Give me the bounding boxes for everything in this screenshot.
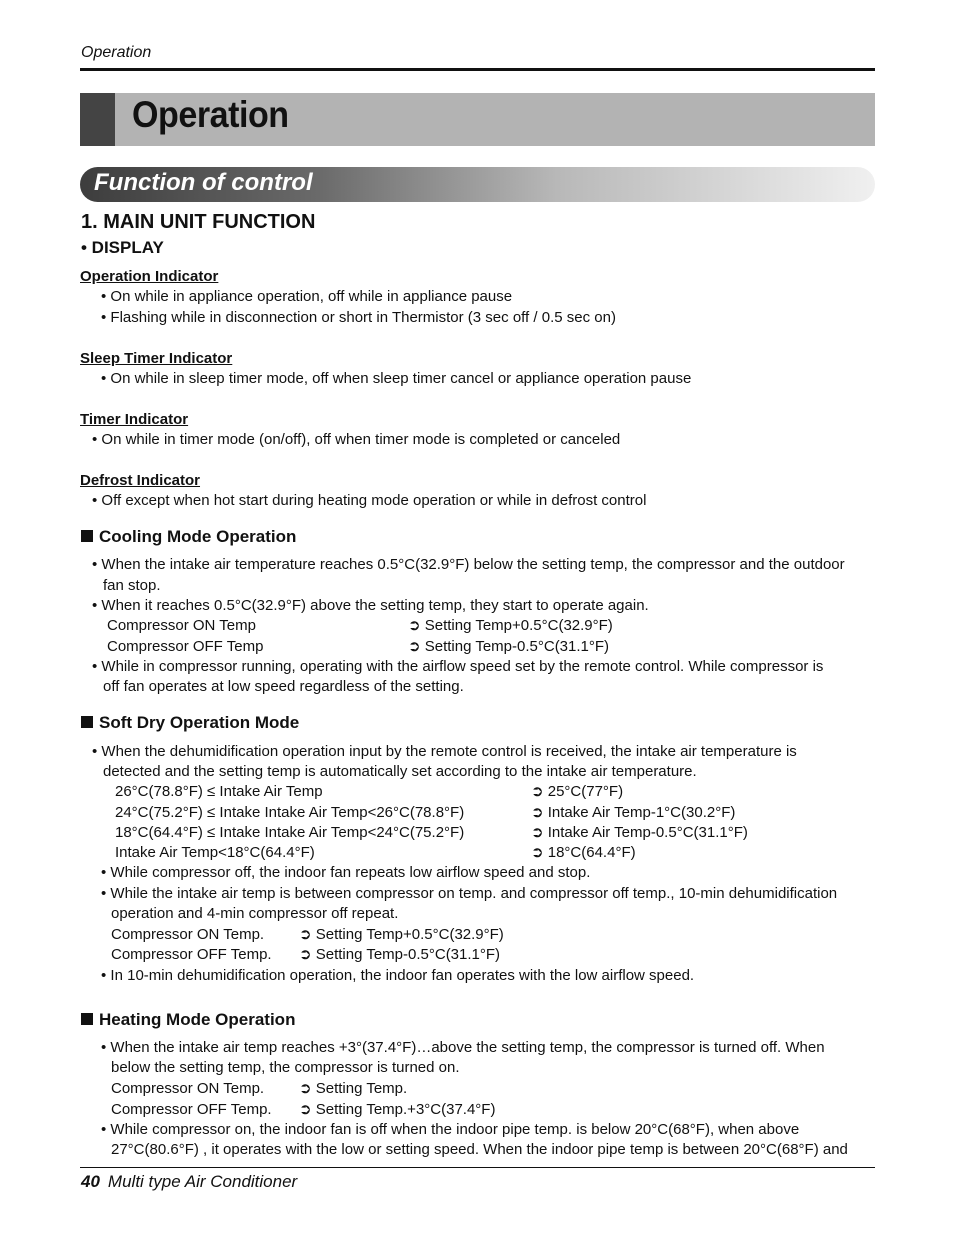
display-heading: • DISPLAY bbox=[81, 238, 164, 257]
softdry-bullet-3: • While the intake air temp is between compressor on temp. and compressor off temp., 10-min dehumidification bbox=[101, 885, 838, 902]
footer-doc-title: Multi type Air Conditioner bbox=[107, 1172, 298, 1191]
defrost-indicator-title: Defrost Indicator bbox=[80, 472, 201, 489]
cooling-row-label: Compressor ON Temp bbox=[107, 617, 256, 634]
sleep-timer-indicator-title: Sleep Timer Indicator bbox=[80, 350, 233, 367]
softdry-row-value: ➲ 25°C(77°F) bbox=[531, 783, 624, 800]
softdry-row-label: Intake Air Temp<18°C(64.4°F) bbox=[115, 844, 315, 861]
timer-indicator-title: Timer Indicator bbox=[80, 411, 189, 428]
title-bar-block bbox=[80, 93, 115, 146]
softdry-row2-label: Compressor ON Temp. bbox=[111, 926, 265, 943]
cooling-bullet-2: • When it reaches 0.5°C(32.9°F) above the setting temp, they start to operate again. bbox=[92, 597, 649, 614]
operation-indicator-bullet: • On while in appliance operation, off while in appliance pause bbox=[101, 288, 513, 305]
cooling-heading bbox=[81, 527, 296, 547]
heating-row-value: ➲ Setting Temp.+3°C(37.4°F) bbox=[299, 1101, 496, 1118]
heating-heading-text: Heating Mode Operation bbox=[99, 1010, 296, 1029]
heating-bullet-1-cont: below the setting temp, the compressor is turned on. bbox=[111, 1059, 460, 1076]
header-rule bbox=[80, 68, 875, 71]
softdry-bullet-3-cont: operation and 4-min compressor off repeat. bbox=[111, 905, 399, 922]
softdry-row2-label: Compressor OFF Temp. bbox=[111, 946, 272, 963]
heating-row-label: Compressor ON Temp. bbox=[111, 1080, 265, 1097]
main-heading: 1. MAIN UNIT FUNCTION bbox=[81, 211, 316, 233]
heating-row-value: ➲ Setting Temp. bbox=[299, 1080, 408, 1097]
page-title: Operation bbox=[132, 94, 289, 135]
cooling-bullet-3: • While in compressor running, operating with the airflow speed set by the remote control. While compressor is bbox=[92, 658, 824, 675]
softdry-row-value: ➲ Intake Air Temp-1°C(30.2°F) bbox=[531, 804, 736, 821]
heating-heading bbox=[81, 1010, 295, 1030]
softdry-bullet-4: • In 10-min dehumidification operation, the indoor fan operates with the low airflow speed. bbox=[101, 967, 695, 984]
operation-indicator-title: Operation Indicator bbox=[80, 268, 219, 285]
timer-indicator-bullet: • On while in timer mode (on/off), off when timer mode is completed or canceled bbox=[92, 431, 621, 448]
footer-rule bbox=[80, 1167, 875, 1168]
softdry-row-value: ➲ Intake Air Temp-0.5°C(31.1°F) bbox=[531, 824, 748, 841]
softdry-row-label: 18°C(64.4°F) ≤ Intake Intake Air Temp<24°C(75.2°F) bbox=[115, 824, 465, 841]
cooling-heading-text: Cooling Mode Operation bbox=[99, 527, 297, 546]
square-bullet-icon bbox=[81, 1013, 93, 1025]
square-bullet-icon bbox=[81, 530, 93, 542]
heating-bullet-1: • When the intake air temp reaches +3°(37.4°F)…above the setting temp, the compressor is turned off. When bbox=[101, 1039, 825, 1056]
softdry-row-label: 26°C(78.8°F) ≤ Intake Air Temp bbox=[115, 783, 323, 800]
softdry-row2-value: ➲ Setting Temp-0.5°C(31.1°F) bbox=[299, 946, 501, 963]
softdry-heading-text: Soft Dry Operation Mode bbox=[99, 713, 300, 732]
heating-bullet-2: • While compressor on, the indoor fan is off when the indoor pipe temp. is below 20°C(68°F), when above bbox=[101, 1121, 800, 1138]
softdry-row-label: 24°C(75.2°F) ≤ Intake Intake Air Temp<26°C(78.8°F) bbox=[115, 804, 465, 821]
operation-indicator-bullet: • Flashing while in disconnection or short in Thermistor (3 sec off / 0.5 sec on) bbox=[101, 309, 616, 326]
softdry-heading bbox=[81, 713, 299, 733]
softdry-bullet-1: • When the dehumidification operation input by the remote control is received, the intake air temperature is bbox=[92, 743, 797, 760]
page-number: 40 bbox=[81, 1172, 100, 1191]
square-bullet-icon bbox=[81, 716, 93, 728]
sleep-timer-indicator-bullet: • On while in sleep timer mode, off when sleep timer cancel or appliance operation pause bbox=[101, 370, 692, 387]
heating-bullet-2-cont: 27°C(80.6°F) , it operates with the low or setting speed. When the indoor pipe temp is between 20°C(68°F) and bbox=[111, 1141, 848, 1158]
page-footer bbox=[81, 1172, 297, 1192]
section-banner-title: Function of control bbox=[94, 169, 313, 196]
softdry-bullet-2: • While compressor off, the indoor fan repeats low airflow speed and stop. bbox=[101, 864, 591, 881]
cooling-row-value: ➲ Setting Temp-0.5°C(31.1°F) bbox=[408, 638, 610, 655]
cooling-row-label: Compressor OFF Temp bbox=[107, 638, 264, 655]
softdry-bullet-1-cont: detected and the setting temp is automatically set according to the intake air temperature. bbox=[103, 763, 697, 780]
heating-row-label: Compressor OFF Temp. bbox=[111, 1101, 272, 1118]
cooling-bullet-1-cont: fan stop. bbox=[103, 577, 161, 594]
softdry-row2-value: ➲ Setting Temp+0.5°C(32.9°F) bbox=[299, 926, 504, 943]
cooling-bullet-3-cont: off fan operates at low speed regardless of the setting. bbox=[103, 678, 464, 695]
cooling-bullet-1: • When the intake air temperature reaches 0.5°C(32.9°F) below the setting temp, the compressor and the outdoor bbox=[92, 556, 845, 573]
running-header: Operation bbox=[81, 44, 152, 61]
defrost-indicator-bullet: • Off except when hot start during heating mode operation or while in defrost control bbox=[92, 492, 647, 509]
cooling-row-value: ➲ Setting Temp+0.5°C(32.9°F) bbox=[408, 617, 613, 634]
softdry-row-value: ➲ 18°C(64.4°F) bbox=[531, 844, 636, 861]
